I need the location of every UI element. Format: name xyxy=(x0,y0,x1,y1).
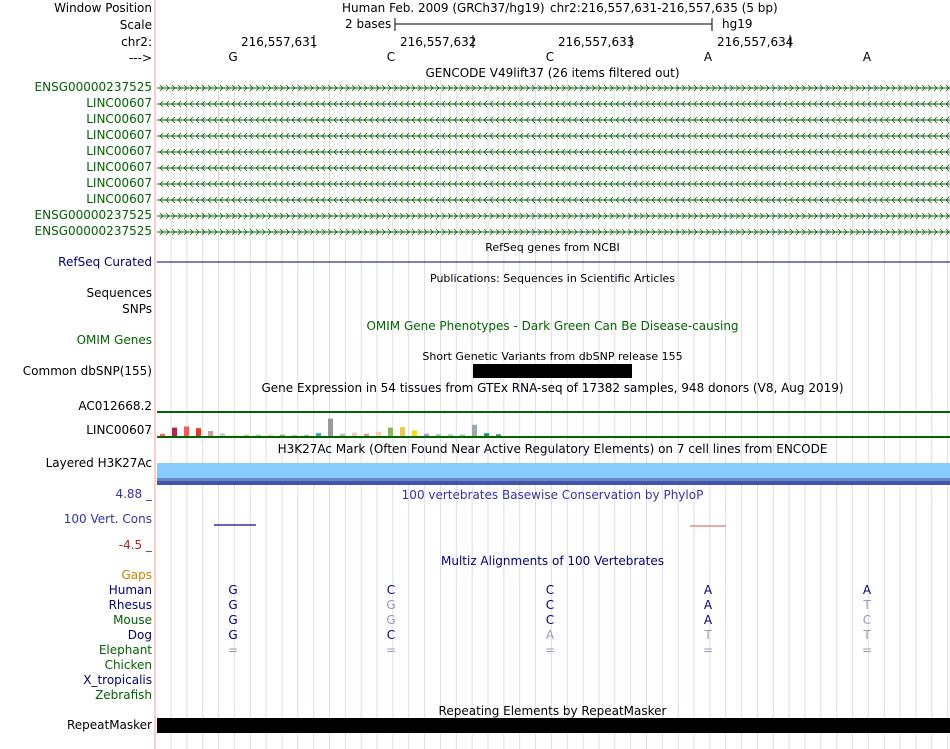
gtex-tissue-bar[interactable] xyxy=(496,434,501,436)
gtex-tissue-bar[interactable] xyxy=(184,426,189,436)
gtex-tissue-bar[interactable] xyxy=(460,434,465,436)
gtex-tissue-bar[interactable] xyxy=(160,434,165,436)
gtex-tissue-bar[interactable] xyxy=(424,434,429,436)
alignment-base: G xyxy=(228,613,238,627)
dbsnp-title[interactable]: Short Genetic Variants from dbSNP release 155 xyxy=(422,350,683,363)
gtex-tissue-bar[interactable] xyxy=(400,427,405,436)
gtex-tissue-bar[interactable] xyxy=(364,434,369,436)
multiz-species-label[interactable]: Zebrafish xyxy=(95,688,152,702)
scale-db: hg19 xyxy=(722,17,753,31)
gtex-tissue-bar[interactable] xyxy=(172,428,177,436)
gencode-row-label[interactable]: LINC00607 xyxy=(86,128,152,142)
gencode-row-label[interactable]: LINC00607 xyxy=(86,112,152,126)
h3k27ac-signal-dark xyxy=(157,481,950,485)
gtex-tissue-bar[interactable] xyxy=(448,434,453,436)
position-readout: chr2:216,557,631-216,557,635 (5 bp) xyxy=(550,1,778,15)
gtex-tissue-bar[interactable] xyxy=(292,435,297,436)
alignment-base: C xyxy=(862,613,872,627)
repeatmasker-title[interactable]: Repeating Elements by RepeatMasker xyxy=(438,704,667,718)
gencode-row-label[interactable]: LINC00607 xyxy=(86,176,152,190)
gencode-title[interactable]: GENCODE V49lift37 (26 items filtered out) xyxy=(425,66,680,80)
multiz-title[interactable]: Multiz Alignments of 100 Vertebrates xyxy=(440,554,665,568)
multiz-species-label[interactable]: X_tropicalis xyxy=(83,673,152,687)
gencode-row-label[interactable]: LINC00607 xyxy=(86,96,152,110)
gencode-row-label[interactable]: LINC00607 xyxy=(86,144,152,158)
alignment-base: G xyxy=(228,598,238,612)
gtex-bars[interactable] xyxy=(160,419,501,436)
gencode-row-label[interactable]: LINC00607 xyxy=(86,160,152,174)
alignment-base: A xyxy=(862,583,872,597)
publications-sequences-label[interactable]: Sequences xyxy=(86,286,152,300)
gencode-row-label[interactable]: ENSG00000237525 xyxy=(34,208,152,222)
gtex-tissue-bar[interactable] xyxy=(196,428,201,436)
alignment-base: G xyxy=(386,613,396,627)
scale-bar xyxy=(395,18,712,31)
alignment-base: T xyxy=(704,628,712,642)
gtex-tissue-bar[interactable] xyxy=(388,428,393,436)
gtex-tissue-bar[interactable] xyxy=(220,433,225,436)
ref-base-1: G xyxy=(228,50,238,64)
window-position-label: Window Position xyxy=(54,1,152,15)
alignment-base: T xyxy=(863,598,871,612)
alignment-base: = xyxy=(544,643,556,657)
gtex-label-ac012668[interactable]: AC012668.2 xyxy=(78,399,152,413)
ref-base-4: A xyxy=(703,50,713,64)
scale-label: Scale xyxy=(119,18,152,32)
alignment-base: A xyxy=(703,613,713,627)
h3k27ac-signal-light[interactable] xyxy=(157,463,950,478)
alignment-base: C xyxy=(545,583,555,597)
h3k27ac-title[interactable]: H3K27Ac Mark (Often Found Near Active Regulatory Elements) on 7 cell lines from ENCODE xyxy=(277,442,828,456)
alignment-base: = xyxy=(385,643,397,657)
h3k27ac-label[interactable]: Layered H3K27Ac xyxy=(45,456,152,470)
repeatmasker-element[interactable] xyxy=(157,718,950,733)
coord-3: 216,557,633 xyxy=(558,35,635,49)
omim-title[interactable]: OMIM Gene Phenotypes - Dark Green Can Be Disease-causing xyxy=(366,319,739,333)
alignment-base: A xyxy=(703,583,713,597)
gtex-tissue-bar[interactable] xyxy=(376,432,381,436)
ref-base-2: C xyxy=(386,50,396,64)
cons-label[interactable]: 100 Vert. Cons xyxy=(63,512,152,526)
cons-ymax: 4.88 _ xyxy=(115,487,152,501)
alignment-base: A xyxy=(545,628,555,642)
alignment-base: = xyxy=(702,643,714,657)
gtex-tissue-bar[interactable] xyxy=(472,425,477,436)
gtex-label-linc00607[interactable]: LINC00607 xyxy=(86,423,152,437)
alignment-base: C xyxy=(386,628,396,642)
ref-base-3: C xyxy=(545,50,555,64)
gtex-tissue-bar[interactable] xyxy=(232,435,237,436)
refseq-title[interactable]: RefSeq genes from NCBI xyxy=(485,241,620,254)
multiz-species-label[interactable]: Rhesus xyxy=(108,598,152,612)
cons-title[interactable]: 100 vertebrates Basewise Conservation by PhyloP xyxy=(401,488,704,502)
gencode-row-label[interactable]: ENSG00000237525 xyxy=(34,224,152,238)
publications-snps-label[interactable]: SNPs xyxy=(122,302,152,316)
scale-text: 2 bases xyxy=(345,17,392,31)
gencode-gene-lines[interactable] xyxy=(157,85,950,235)
alignment-base: G xyxy=(228,628,238,642)
alignment-base: C xyxy=(386,583,396,597)
coord-4: 216,557,634 xyxy=(717,35,794,49)
multiz-species-label[interactable]: Elephant xyxy=(98,643,152,657)
gtex-tissue-bar[interactable] xyxy=(280,435,285,436)
gtex-tissue-bar[interactable] xyxy=(340,434,345,436)
multiz-species-label[interactable]: Chicken xyxy=(104,658,152,672)
repeatmasker-label[interactable]: RepeatMasker xyxy=(66,718,152,732)
dbsnp-variant-box[interactable] xyxy=(473,364,632,378)
alignment-base: C xyxy=(545,598,555,612)
alignment-base: G xyxy=(228,583,238,597)
coord-2: 216,557,632 xyxy=(400,35,477,49)
gtex-tissue-bar[interactable] xyxy=(352,433,357,436)
gencode-row-label[interactable]: LINC00607 xyxy=(86,192,152,206)
alignment-base: G xyxy=(386,598,396,612)
gtex-tissue-bar[interactable] xyxy=(328,419,333,436)
multiz-species-label[interactable]: Mouse xyxy=(113,613,152,627)
assembly-title: Human Feb. 2009 (GRCh37/hg19) xyxy=(342,1,545,15)
chr-label: chr2: xyxy=(121,35,152,49)
gtex-tissue-bar[interactable] xyxy=(484,433,489,436)
gtex-tissue-bar[interactable] xyxy=(436,434,441,436)
gtex-tissue-bar[interactable] xyxy=(208,431,213,436)
gtex-tissue-bar[interactable] xyxy=(244,435,249,436)
omim-label[interactable]: OMIM Genes xyxy=(76,333,152,347)
gencode-row-label[interactable]: ENSG00000237525 xyxy=(34,80,152,94)
gtex-title[interactable]: Gene Expression in 54 tissues from GTEx RNA-seq of 17382 samples, 948 donors (V8, Aug 2019) xyxy=(261,381,844,395)
dbsnp-label[interactable]: Common dbSNP(155) xyxy=(22,364,152,378)
strand-label[interactable]: ---> xyxy=(128,51,152,65)
alignment-base: = xyxy=(861,643,873,657)
gtex-tissue-bar[interactable] xyxy=(268,435,273,436)
alignment-base: = xyxy=(227,643,239,657)
gtex-tissue-bar[interactable] xyxy=(304,435,309,436)
coord-1: 216,557,631 xyxy=(241,35,318,49)
ref-base-5: A xyxy=(862,50,872,64)
gtex-tissue-bar[interactable] xyxy=(316,433,321,436)
gtex-tissue-bar[interactable] xyxy=(256,435,261,436)
cons-ymin: -4.5 _ xyxy=(118,538,152,552)
gtex-tissue-bar[interactable] xyxy=(412,430,417,436)
publications-title[interactable]: Publications: Sequences in Scientific Articles xyxy=(430,272,675,285)
gaps-label[interactable]: Gaps xyxy=(121,568,152,582)
refseq-label[interactable]: RefSeq Curated xyxy=(58,255,152,269)
guide-lines xyxy=(171,80,948,749)
multiz-species-label[interactable]: Human xyxy=(108,583,152,597)
h3k27ac-signal-mid xyxy=(157,478,950,481)
alignment-base: A xyxy=(703,598,713,612)
alignment-base: C xyxy=(545,613,555,627)
alignment-base: T xyxy=(863,628,871,642)
multiz-species-label[interactable]: Dog xyxy=(127,628,152,642)
